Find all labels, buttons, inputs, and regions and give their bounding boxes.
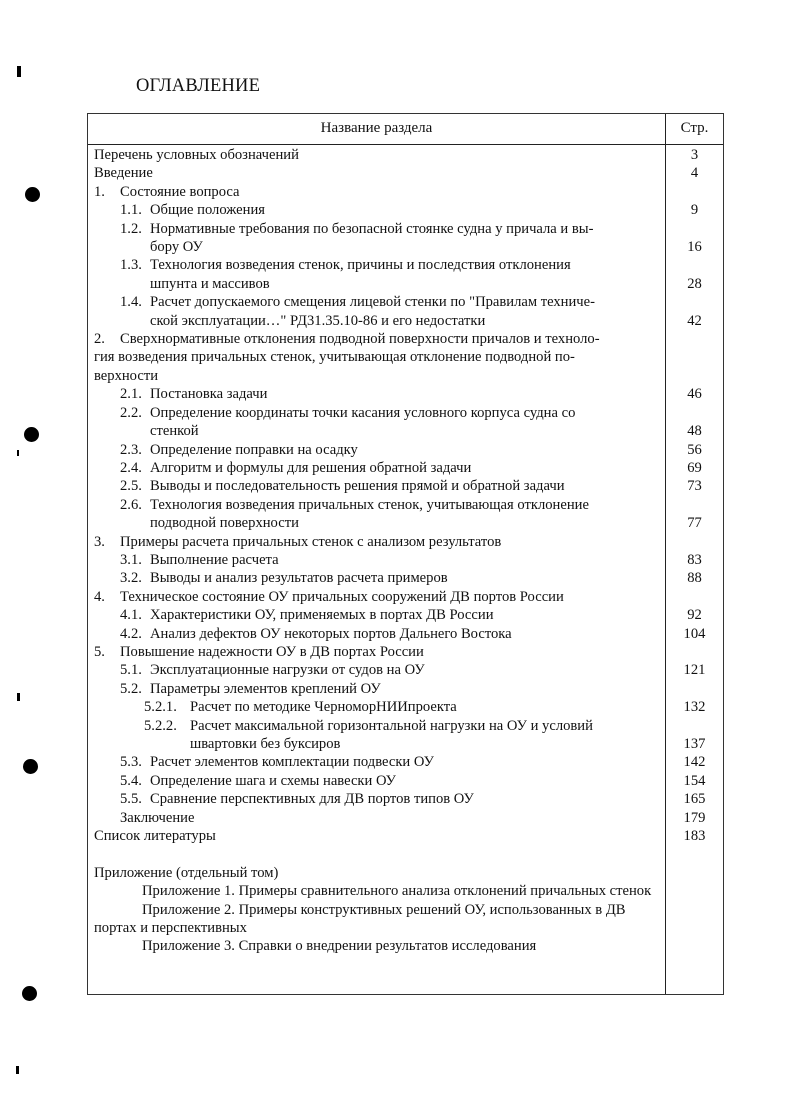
toc-page-number: 142 [683, 754, 706, 771]
toc-row [88, 404, 723, 441]
toc-entry-text: Заключение [120, 809, 195, 826]
toc-entry-line [94, 164, 658, 182]
toc-entry-number: 3. [94, 533, 105, 550]
toc-page-number: 46 [687, 386, 702, 403]
toc-page-number: 42 [687, 312, 702, 329]
toc-row [88, 330, 723, 385]
toc-entry-title [88, 533, 658, 551]
toc-entry-title [88, 330, 658, 385]
toc-entry-text: Постановка задачи [150, 386, 268, 403]
toc-entry-line: ской эксплуатации…" РД31.35.10-86 и его недостатки [150, 312, 486, 329]
punch-hole [24, 427, 39, 442]
toc-entry-text: Общие положения [150, 202, 265, 219]
toc-entry-number: 1.2. [120, 220, 142, 237]
toc-entry-number: 5.3. [120, 754, 142, 771]
toc-page-number: 183 [683, 828, 706, 845]
toc-entry-number: 2.4. [120, 459, 142, 476]
toc-entry-title [88, 551, 658, 569]
toc-entry-title [88, 201, 658, 219]
toc-rows [88, 146, 723, 956]
toc-row [88, 606, 723, 624]
toc-entry-line [120, 477, 658, 495]
toc-entry-title [88, 441, 658, 459]
toc-entry-title [88, 772, 658, 790]
toc-page-number: 3 [690, 147, 699, 163]
toc-entry-title [88, 256, 658, 293]
toc-page-number: 77 [687, 515, 702, 532]
toc-entry-text: Выводы и последовательность решения прямой и обратной задачи [150, 478, 565, 495]
toc-entry-title [88, 459, 658, 477]
toc-row [88, 625, 723, 643]
toc-entry-title [88, 477, 658, 495]
toc-page-number: 73 [687, 478, 702, 495]
toc-entry-text: Параметры элементов креплений ОУ [150, 680, 381, 697]
toc-entry-number: 2.1. [120, 386, 142, 403]
toc-page-number: 56 [687, 441, 702, 458]
toc-entry-text: Перечень условных обозначений [94, 147, 299, 163]
toc-entry-text: Технология возведения стенок, причины и последствия отклонения [150, 257, 571, 274]
toc-entry-text: Введение [94, 165, 153, 182]
toc-entry-text: Выводы и анализ результатов расчета примеров [150, 570, 448, 587]
toc-entry-line: верхности [94, 367, 159, 384]
toc-page-number: 132 [683, 699, 706, 716]
appendix-heading-row [88, 864, 723, 882]
punch-hole [22, 986, 37, 1001]
toc-row [88, 753, 723, 771]
scan-mark [17, 66, 21, 77]
toc-entry-text: Определение шага и схемы навески ОУ [150, 772, 397, 789]
toc-entry-title [88, 146, 658, 164]
appendix-row [88, 882, 723, 900]
toc-entry-line: бору ОУ [150, 239, 203, 256]
toc-row [88, 643, 723, 661]
toc-entry-title [88, 588, 658, 606]
toc-entry-text: Расчет элементов комплектации подвески ОУ [150, 754, 434, 771]
toc-page-number: 88 [687, 570, 702, 587]
toc-row [88, 477, 723, 495]
toc-entry-title [88, 717, 658, 754]
toc-entry-text: Примеры расчета причальных стенок с анализом результатов [120, 533, 502, 550]
toc-entry-title [88, 661, 658, 679]
toc-row [88, 496, 723, 533]
punch-hole [25, 187, 40, 202]
toc-entry-number: 5.2.1. [144, 699, 177, 716]
toc-entry-number: 1. [94, 183, 105, 200]
toc-entry-number: 2. [94, 331, 105, 348]
toc-entry-title [88, 698, 658, 716]
toc-entry-line [120, 551, 658, 569]
toc-entry-text: Повышение надежности ОУ в ДВ портах России [120, 643, 424, 660]
toc-entry-line [120, 256, 658, 274]
toc-entry-line [120, 404, 658, 422]
toc-entry-line [94, 146, 658, 164]
toc-entry-text: Список литературы [94, 828, 216, 845]
toc-entry-number: 5. [94, 643, 105, 660]
toc-entry-number: 1.3. [120, 257, 142, 274]
toc-page-number: 69 [687, 459, 702, 476]
toc-entry-line [120, 459, 658, 477]
toc-row [88, 164, 723, 182]
toc-page-number: 83 [687, 551, 702, 568]
toc-entry-text: Эксплуатационные нагрузки от судов на ОУ [150, 662, 425, 679]
toc-entry-line [120, 569, 658, 587]
toc-entry-title [88, 625, 658, 643]
toc-entry-text: Выполнение расчета [150, 551, 279, 568]
toc-entry-line: гия возведения причальных стенок, учитывающая отклонение подводной по- [94, 349, 575, 366]
toc-row [88, 772, 723, 790]
toc-row [88, 569, 723, 587]
toc-entry-line [94, 330, 658, 348]
toc-entry-title [88, 680, 658, 698]
toc-entry-number: 1.1. [120, 202, 142, 219]
spacer [88, 845, 723, 863]
toc-row [88, 551, 723, 569]
toc-row [88, 698, 723, 716]
toc-entry-line [94, 643, 658, 661]
toc-page-number: 121 [683, 662, 706, 679]
scan-mark [17, 450, 19, 456]
toc-entry-line [120, 220, 658, 238]
toc-entry-line [120, 385, 658, 403]
toc-entry-title [88, 183, 658, 201]
toc-entry-line [120, 606, 658, 624]
toc-entry-line [120, 680, 658, 698]
toc-page-number: 104 [683, 625, 706, 642]
toc-row [88, 790, 723, 808]
toc-entry-text: Алгоритм и формулы для решения обратной задачи [150, 459, 472, 476]
toc-row [88, 588, 723, 606]
appendix-row [88, 901, 723, 938]
toc-row [88, 533, 723, 551]
toc-entry-title [88, 753, 658, 771]
toc-row [88, 717, 723, 754]
toc-row [88, 680, 723, 698]
toc-entry-number: 3.1. [120, 551, 142, 568]
toc-entry-title [88, 496, 658, 533]
toc-entry-text: Техническое состояние ОУ причальных сооружений ДВ портов России [120, 588, 564, 605]
toc-entry-text: Определение координаты точки касания условного корпуса судна со [150, 404, 576, 421]
toc-row [88, 146, 723, 164]
toc-entry-title [88, 220, 658, 257]
toc-page-number: 154 [683, 772, 706, 789]
toc-entry-line [94, 588, 658, 606]
toc-row [88, 385, 723, 403]
toc-row [88, 809, 723, 827]
toc-entry-text: Расчет максимальной горизонтальной нагрузки на ОУ и условий [190, 717, 593, 734]
toc-entry-line: стенкой [150, 423, 199, 440]
toc-page-number: 16 [687, 239, 702, 256]
toc-page-number: 28 [687, 275, 702, 292]
toc-entry-text: Технология возведения причальных стенок, учитывающая отклонение [150, 496, 589, 513]
toc-entry-text: Сверхнормативные отклонения подводной поверхности причалов и техноло- [120, 331, 600, 348]
toc-entry-number: 5.2. [120, 680, 142, 697]
toc-row [88, 459, 723, 477]
toc-entry-title [88, 809, 658, 827]
toc-entry-number: 2.3. [120, 441, 142, 458]
toc-entry-line [120, 661, 658, 679]
toc-entry-number: 1.4. [120, 294, 142, 311]
toc-entry-line [120, 441, 658, 459]
toc-row [88, 183, 723, 201]
toc-entry-number: 5.2.2. [144, 717, 177, 734]
toc-entry-text: Расчет допускаемого смещения лицевой стенки по "Правилам техниче- [150, 294, 595, 311]
toc-entry-line [94, 533, 658, 551]
toc-entry-text: Определение поправки на осадку [150, 441, 358, 458]
toc-entry-title [88, 569, 658, 587]
toc-entry-title [88, 164, 658, 182]
toc-entry-text: Характеристики ОУ, применяемых в портах ДВ России [150, 607, 494, 624]
appendix-item: Приложение 1. Примеры сравнительного анализа отклонений причальных стенок [142, 883, 652, 900]
toc-entry-text: Сравнение перспективных для ДВ портов типов ОУ [150, 791, 474, 808]
toc-entry-title [88, 827, 658, 845]
header-section-title: Название раздела [320, 120, 433, 136]
toc-row [88, 441, 723, 459]
toc-entry-line [120, 753, 658, 771]
toc-entry-line [120, 625, 658, 643]
toc-entry-line [94, 827, 658, 845]
appendix-heading: Приложение (отдельный том) [94, 864, 279, 881]
toc-entry-title [88, 790, 658, 808]
scan-mark [16, 1066, 19, 1074]
toc-row [88, 661, 723, 679]
table-header [88, 114, 723, 145]
toc-entry-number: 5.4. [120, 772, 142, 789]
scan-mark [17, 693, 20, 701]
toc-entry-line [120, 201, 658, 219]
toc-entry-line: подводной поверхности [150, 515, 299, 532]
toc-entry-line [120, 790, 658, 808]
toc-entry-number: 3.2. [120, 570, 142, 587]
toc-entry-line [120, 496, 658, 514]
toc-entry-line [94, 183, 658, 201]
header-page-number: Стр. [680, 120, 709, 136]
toc-entry-line [144, 698, 658, 716]
toc-entry-title [88, 385, 658, 403]
toc-page-number: 48 [687, 423, 702, 440]
punch-hole [23, 759, 38, 774]
toc-entry-number: 5.5. [120, 791, 142, 808]
toc-entry-number: 2.5. [120, 478, 142, 495]
page-title: ОГЛАВЛЕНИЕ [136, 76, 261, 96]
toc-entry-line [120, 293, 658, 311]
toc-row [88, 201, 723, 219]
toc-row [88, 827, 723, 845]
appendix-row [88, 937, 723, 955]
toc-entry-line: швартовки без буксиров [190, 736, 341, 752]
toc-table [87, 113, 724, 995]
toc-entry-text: Расчет по методике ЧерноморНИИпроекта [190, 699, 457, 716]
toc-entry-title [88, 404, 658, 441]
toc-page-number: 9 [690, 202, 699, 219]
toc-row [88, 220, 723, 257]
toc-entry-number: 4.2. [120, 625, 142, 642]
toc-entry-title [88, 293, 658, 330]
toc-entry-number: 4.1. [120, 607, 142, 624]
toc-entry-title [88, 643, 658, 661]
toc-entry-line: шпунта и массивов [150, 275, 270, 292]
toc-entry-number: 4. [94, 588, 105, 605]
toc-page-number: 165 [683, 791, 706, 808]
appendix-item: Приложение 3. Справки о внедрении результатов исследования [142, 938, 537, 955]
toc-entry-number: 5.1. [120, 662, 142, 679]
toc-entry-text: Нормативные требования по безопасной стоянке судна у причала и вы- [150, 220, 594, 237]
toc-page-number: 92 [687, 607, 702, 624]
toc-entry-text: Состояние вопроса [120, 183, 240, 200]
toc-entry-title [88, 606, 658, 624]
toc-row [88, 256, 723, 293]
toc-entry-number: 2.2. [120, 404, 142, 421]
appendix-item: Приложение 2. Примеры конструктивных решений ОУ, использованных в ДВ портах и перспективных [94, 901, 626, 937]
toc-entry-line [120, 809, 658, 827]
toc-entry-text: Анализ дефектов ОУ некоторых портов Дальнего Востока [150, 625, 512, 642]
toc-page-number: 4 [690, 165, 699, 182]
toc-row [88, 293, 723, 330]
toc-page-number: 179 [683, 809, 706, 826]
toc-page-number: 137 [683, 736, 706, 752]
toc-entry-number: 2.6. [120, 496, 142, 513]
toc-entry-line [144, 717, 658, 735]
toc-entry-line [120, 772, 658, 790]
